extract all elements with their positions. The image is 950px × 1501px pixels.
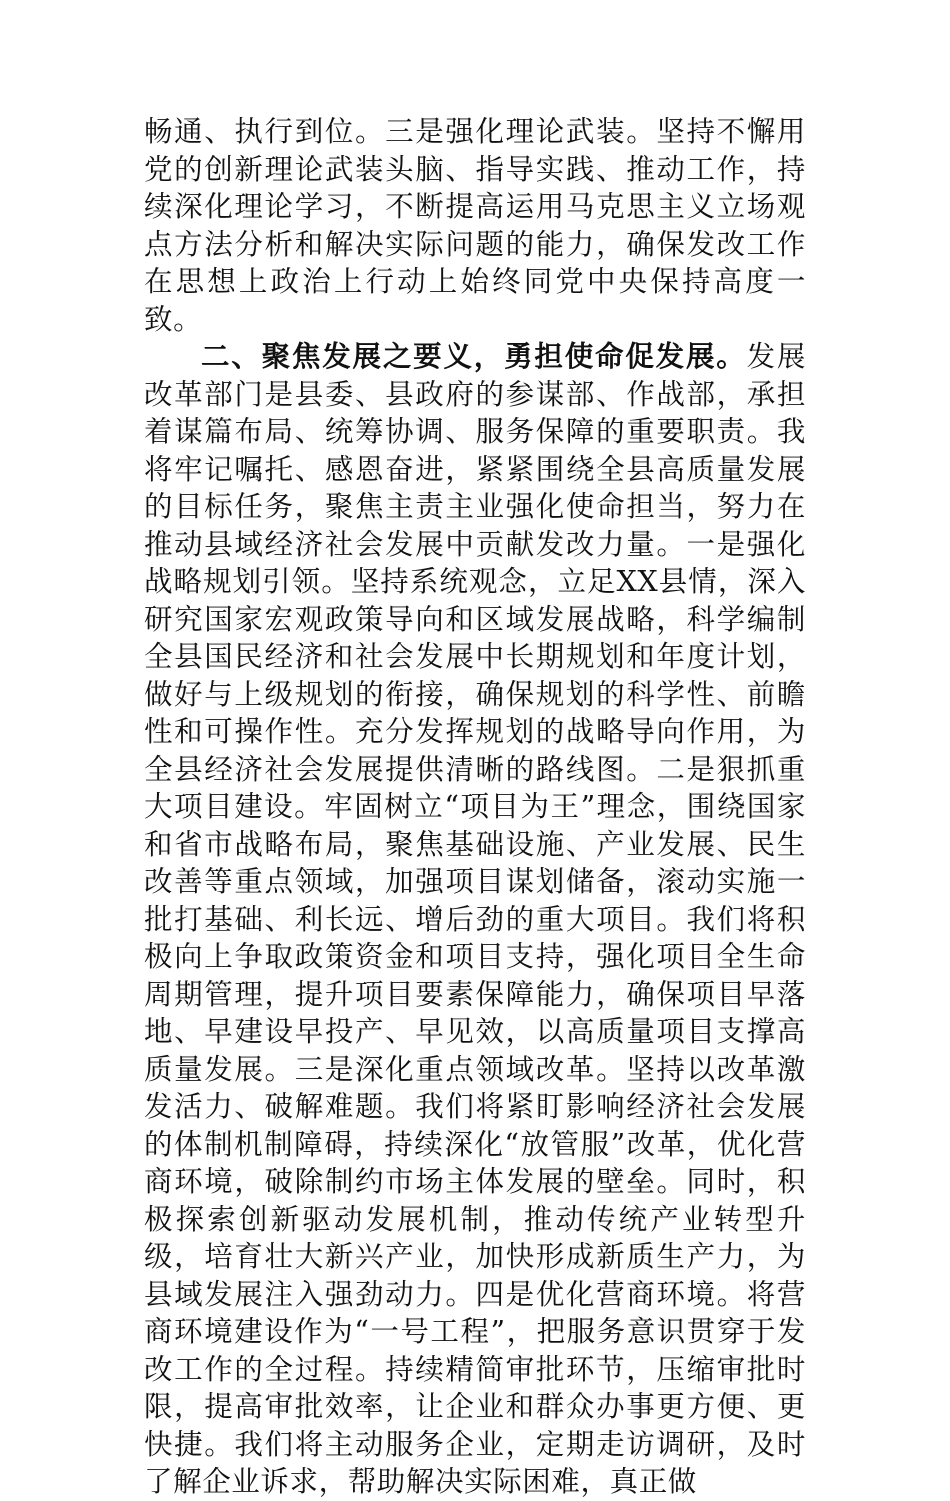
paragraph-2 — [144, 338, 806, 1501]
document-page — [144, 113, 806, 1501]
section-heading: 二、聚焦发展之要义，勇担使命促发展。 — [201, 339, 747, 373]
paragraph-1: 畅通、执行到位。三是强化理论武装。坚持不懈用党的创新理论武装头脑、指导实践、推动工作，持续深化理论学习，不断提高运用马克思主义立场观点方法分析和解决实际问题的能力，确保发改工作在思想上政治上行动上始终同党中央保持高度一致。 — [144, 115, 806, 336]
paragraph-2-body: 发展改革部门是县委、县政府的参谋部、作战部，承担着谋篇布局、统筹协调、服务保障的重要职责。我将牢记嘱托、感恩奋进，紧紧围绕全县高质量发展的目标任务，聚焦主责主业强化使命担当，努力在推动县域经济社会发展中贡献发改力量。一是强化战略规划引领。坚持系统观念，立足XX县情，深入研究国家宏观政策导向和区域发展战略，科学编制全县国民经济和社会发展中长期规划和年度计划，做好与上级规划的衔接，确保规划的科学性、前瞻性和可操作性。充分发挥规划的战略导向作用，为全县经济社会发展提供清晰的路线图。二是狠抓重大项目建设。牢固树立“项目为王”理念，围绕国家和省市战略布局，聚焦基础设施、产业发展、民生改善等重点领域，加强项目谋划储备，滚动实施一批打基础、利长远、增后劲的重大项目。我们将积极向上争取政策资金和项目支持，强化项目全生命周期管理，提升项目要素保障能力，确保项目早落地、早建设早投产、早见效，以高质量项目支撑高质量发展。三是深化重点领域改革。坚持以改革激发活力、破解难题。我们将紧盯影响经济社会发展的体制机制障碍，持续深化“放管服”改革，优化营商环境，破除制约市场主体发展的壁垒。同时，积极探索创新驱动发展机制，推动传统产业转型升级，培育壮大新兴产业，加快形成新质生产力，为县域发展注入强劲动力。四是优化营商环境。将营商环境建设作为“一号工程”，把服务意识贯穿于发改工作的全过程。持续精简审批环节，压缩审批时限，提高审批效率，让企业和群众办事更方便、更快捷。我们将主动服务企业，定期走访调研，及时了解企业诉求，帮助解决实际困难，真正做 — [144, 340, 806, 1498]
